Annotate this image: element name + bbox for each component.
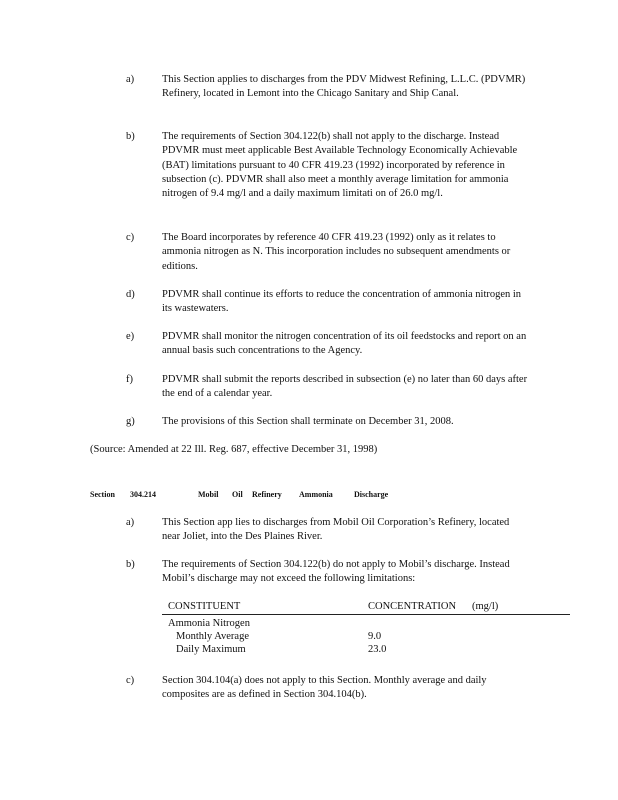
subsection-letter: a) <box>126 74 135 85</box>
table-row <box>162 617 570 630</box>
limit-value: 23.0 <box>368 644 387 655</box>
table-header <box>162 600 570 615</box>
subsection-text: This Section applies to discharges from the PDV Midwest Refining, L.L.C. (PDVMR) Refinery, located in Lemont into the Chicago Sanitary and Ship Canal. <box>162 74 526 100</box>
subsection-letter: e) <box>126 331 135 342</box>
subsection-text: The requirements of Section 304.122(b) do not apply to Mobil’s discharge. Instead Mobil’s discharge may not exceed the following limitations: <box>162 559 510 585</box>
section-title-word: Ammonia <box>299 490 333 499</box>
table-row <box>162 630 570 643</box>
section-title-word: Discharge <box>354 490 389 499</box>
limitations-table <box>162 600 570 656</box>
subsection-letter: a) <box>126 517 135 528</box>
subsection-letter: f) <box>126 374 133 385</box>
subsection-text: PDVMR shall monitor the nitrogen concentration of its oil feedstocks and report on an annual basis such concentrations to the Agency. <box>162 331 527 357</box>
limit-label: Monthly Average <box>176 631 249 642</box>
section-number: 304.214 <box>130 490 156 499</box>
subsection-letter: b) <box>126 559 135 570</box>
limit-label: Daily Maximum <box>176 644 246 655</box>
subsection-letter: c) <box>126 675 135 686</box>
subsection-text: The provisions of this Section shall terminate on December 31, 2008. <box>162 416 454 427</box>
section-title-word: Refinery <box>252 490 282 499</box>
subsection-text: PDVMR shall continue its efforts to reduce the concentration of ammonia nitrogen in its wastewaters. <box>162 289 522 315</box>
subsection-text: This Section app lies to discharges from Mobil Oil Corporation’s Refinery, located near Joliet, into the Des Plaines River. <box>162 517 510 543</box>
subsection-letter: b) <box>126 131 135 142</box>
source-note: (Source: Amended at 22 Ill. Reg. 687, effective December 31, 1998) <box>90 444 378 455</box>
subsection-letter: g) <box>126 416 135 427</box>
constituent-name: Ammonia Nitrogen <box>168 618 250 629</box>
table-row <box>162 643 570 656</box>
subsection-text: Section 304.104(a) does not apply to this Section. Monthly average and daily composites are as defined in Section 304.104(b). <box>162 675 487 701</box>
subsection-letter: c) <box>126 232 135 243</box>
limit-value: 9.0 <box>368 631 382 642</box>
section-label: Section <box>90 490 115 499</box>
subsection-text: PDVMR shall submit the reports described in subsection (e) no later than 60 days after the end of a calendar year. <box>162 374 528 400</box>
column-header-concentration: CONCENTRATION <box>368 601 457 612</box>
subsection-text: The requirements of Section 304.122(b) shall not apply to the discharge. Instead PDVMR must meet applicable Best Available Technology Economically Achievable (BAT) limitations pursuant to 40 CFR 419.23 (1992) incorporated by reference in subsection (c). PDVMR shall also meet a monthly average limitation for ammonia nitrogen of 9.4 mg/l and a daily maximum limitati on of 26.0 mg/l. <box>162 131 518 200</box>
column-header-constituent: CONSTITUENT <box>168 601 241 612</box>
section-title-word: Oil <box>232 490 243 499</box>
subsection-letter: d) <box>126 289 135 300</box>
section-title-word: Mobil <box>198 490 219 499</box>
subsection-text: The Board incorporates by reference 40 CFR 419.23 (1992) only as it relates to ammonia nitrogen as N. This incorporation includes no subsequent amendments or editions. <box>162 232 511 272</box>
column-header-unit: (mg/l) <box>472 601 499 612</box>
